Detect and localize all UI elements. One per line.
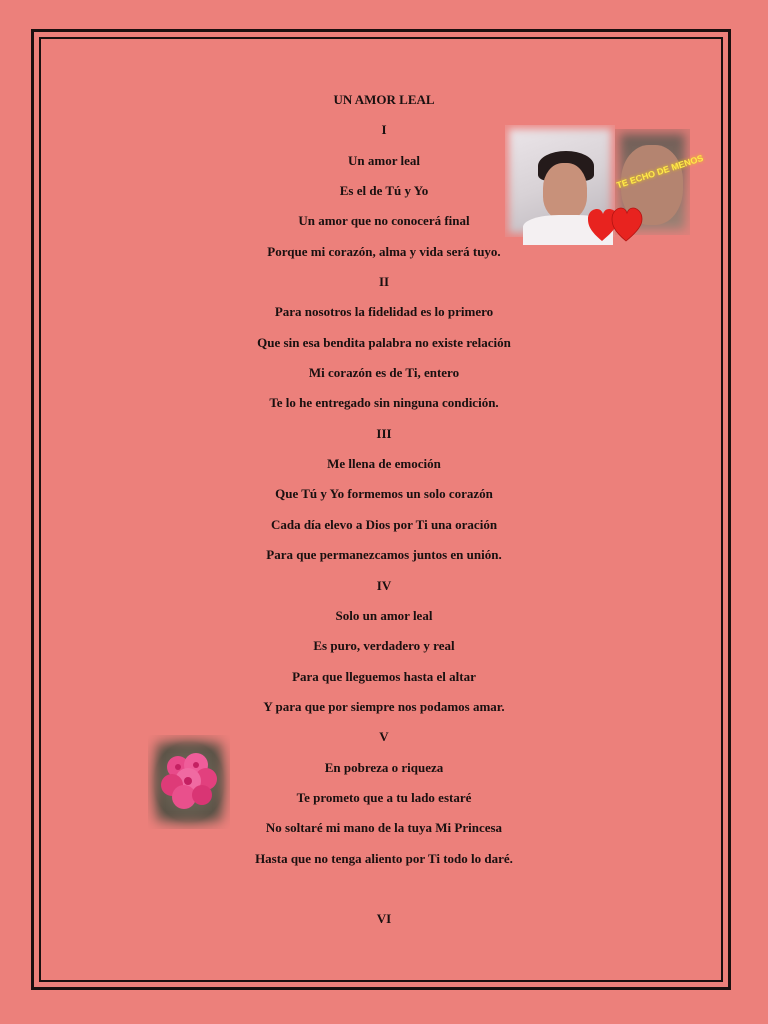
stanza-numeral: IV bbox=[376, 577, 392, 593]
poem-line: Es puro, verdadero y real bbox=[313, 638, 455, 654]
poem-line: Para nosotros la fidelidad es lo primero bbox=[274, 304, 494, 320]
poem-line: Te prometo que a tu lado estaré bbox=[296, 789, 472, 805]
poem-line: Que Tú y Yo formemos un solo corazón bbox=[275, 486, 493, 502]
hearts-icon bbox=[588, 207, 648, 243]
stanza-numeral: III bbox=[376, 425, 392, 441]
poem-line: Hasta que no tenga aliento por Ti todo lo daré. bbox=[255, 850, 513, 866]
poem-line: Solo un amor leal bbox=[335, 607, 433, 623]
poem-line: Porque mi corazón, alma y vida será tuyo. bbox=[267, 243, 501, 259]
stanza-numeral: VI bbox=[376, 911, 392, 927]
stanza-numeral: I bbox=[381, 122, 387, 138]
poem-line: No soltaré mi mano de la tuya Mi Princesa bbox=[265, 820, 503, 836]
poem-line: Que sin esa bendita palabra no existe relación bbox=[257, 334, 511, 350]
poem-line: Me llena de emoción bbox=[327, 456, 441, 472]
poem-line: Es el de Tú y Yo bbox=[339, 183, 429, 199]
poem-line: Te lo he entregado sin ninguna condición. bbox=[269, 395, 499, 411]
poem-line: Un amor leal bbox=[348, 152, 420, 168]
flower-photo bbox=[148, 735, 230, 829]
poem-line: Para que permanezcamos juntos en unión. bbox=[266, 547, 502, 563]
poem-line: Un amor que no conocerá final bbox=[298, 213, 470, 229]
stanza-numeral: V bbox=[379, 729, 389, 745]
flower-icon bbox=[148, 735, 230, 829]
photo-overlay-text: TE ECHO DE MENOS bbox=[615, 152, 705, 191]
poem-line: Cada día elevo a Dios por Ti una oración bbox=[270, 516, 498, 532]
poem-line: Y para que por siempre nos podamos amar. bbox=[263, 698, 505, 714]
poem-title: UN AMOR LEAL bbox=[333, 92, 435, 107]
stanza-numeral: II bbox=[378, 274, 390, 290]
poem-line: Mi corazón es de Ti, entero bbox=[308, 365, 460, 381]
poem-line: Para que lleguemos hasta el altar bbox=[292, 668, 476, 684]
couple-photo bbox=[505, 125, 705, 240]
poem-line: En pobreza o riqueza bbox=[324, 759, 444, 775]
stanza-gap bbox=[0, 874, 768, 904]
